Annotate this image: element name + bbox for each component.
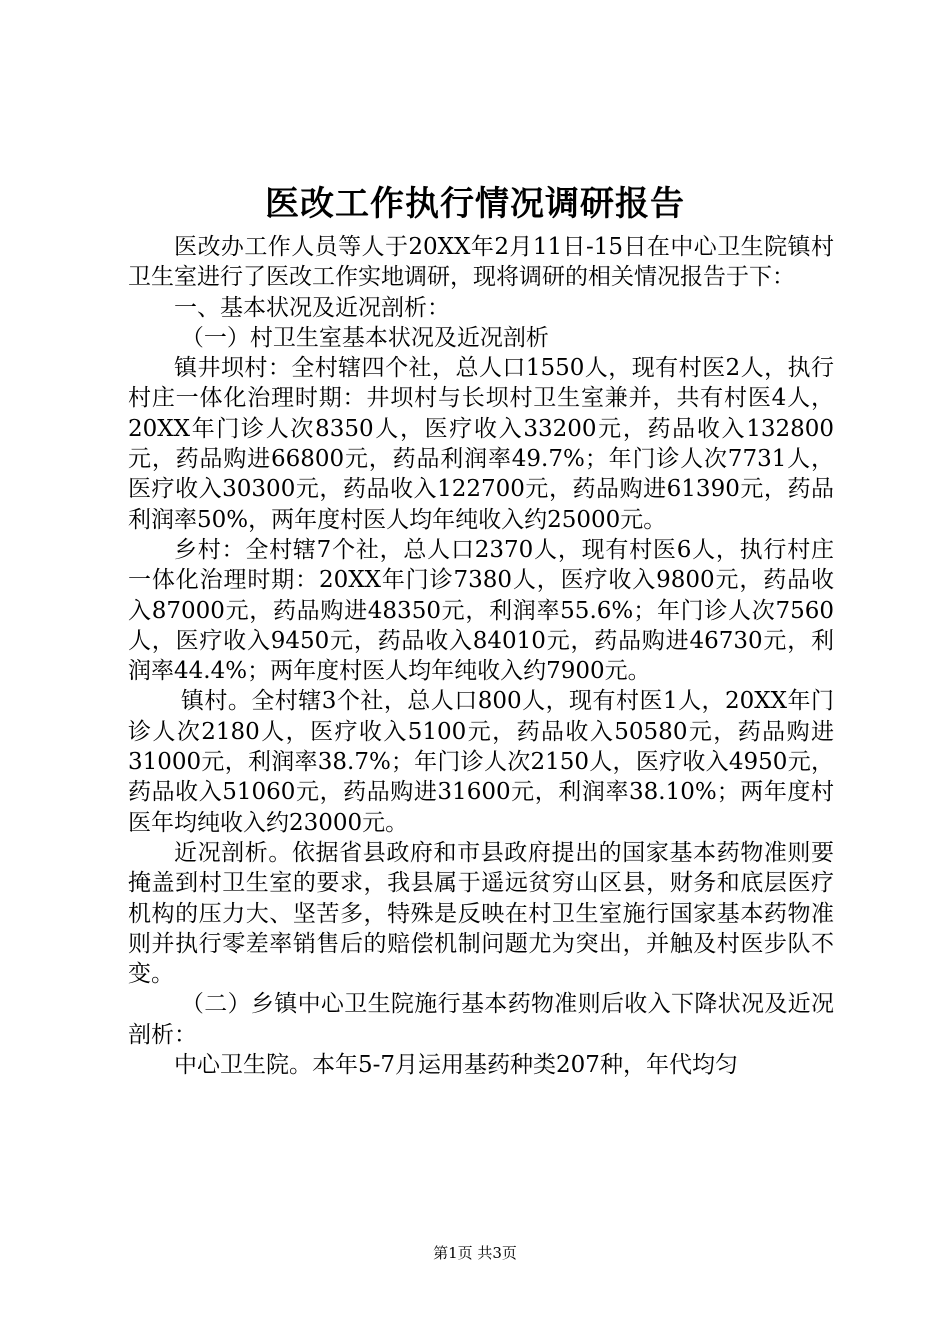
subsection-heading-1: （一）村卫生室基本状况及近况剖析 [180, 324, 549, 351]
section-heading-1: 一、基本状况及近况剖析： [174, 294, 450, 321]
paragraph-central-hospital: 中心卫生院。本年5-7月运用基药种类207种，年代均匀 [174, 1052, 738, 1079]
paragraph-intro: 医改办工作人员等人于20XX年2月11日-15日在中心卫生院镇村卫生室进行了医改工作实地调研，现将调研的相关情况报告于下： [128, 234, 834, 291]
subsection-heading-2: （二）乡镇中心卫生院施行基本药物准则后收入下降状况及近况剖析： [128, 991, 834, 1048]
paragraph-village-2: 乡村：全村辖7个社，总人口2370人，现有村医6人，执行村庄一体化治理时期：20XX年门诊7380人，医疗收入9800元，药品收入87000元，药品购进48350元，利润率55.6%；年门诊人次7560人，医疗收入9450元，药品收入84010元，药品购进46730元，利润率44.4%；两年度村医人均年纯收入约7900元。 [128, 536, 834, 685]
paragraph-village-3: 镇村。全村辖3个社，总人口800人，现有村医1人，20XX年门诊人次2180人，医疗收入5100元，药品收入50580元，药品购进31000元，利润率38.7%；年门诊人次2150人，医疗收入4950元，药品收入51060元，药品购进31600元，利润率38.10%；两年度村医年均纯收入约23000元。 [128, 688, 834, 836]
paragraph-jingba-village: 镇井坝村：全村辖四个社，总人口1550人，现有村医2人，执行村庄一体化治理时期：井坝村与长坝村卫生室兼并，共有村医4人，20XX年门诊人次8350人，医疗收入33200元，药品收入132800元，药品购进66800元，药品利润率49.7%；年门诊人次7731人，医疗收入30300元，药品收入122700元，药品购进61390元，药品利润率50%，两年度村医人均年纯收入约25000元。 [128, 355, 834, 533]
document-title: 医改工作执行情况调研报告 [265, 184, 685, 224]
paragraph-analysis: 近况剖析。依据省县政府和市县政府提出的国家基本药物准则要掩盖到村卫生室的要求，我县属于遥远贫穷山区县，财务和底层医疗机构的压力大、坚苦多，特殊是反映在村卫生室施行国家基本药物准则并执行零差率销售后的赔偿机制问题尤为突出，并触及村医步队不变。 [128, 839, 834, 988]
document-body [128, 232, 834, 1080]
page-footer: 第1页 共3页 [433, 1244, 517, 1262]
